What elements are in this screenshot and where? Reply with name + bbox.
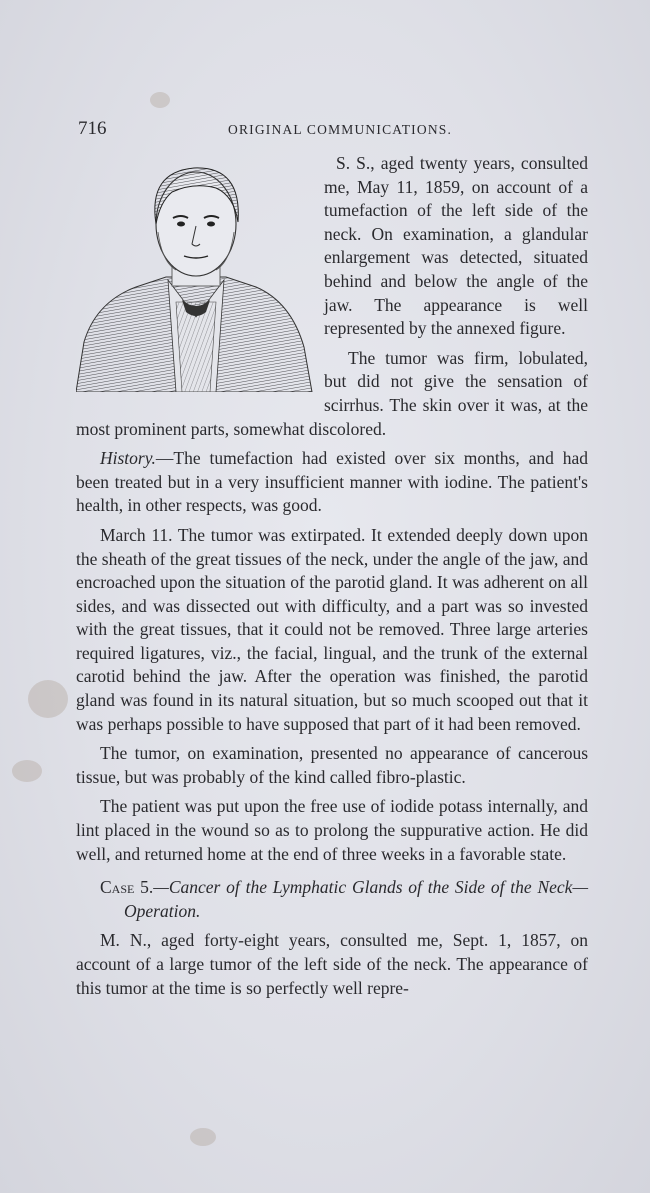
paper-stain (150, 92, 170, 108)
page-number: 716 (78, 118, 107, 139)
case-label: Case 5. (100, 877, 154, 898)
page-header (78, 118, 588, 140)
history-label: History. (100, 448, 156, 469)
history-text: —The tumefaction had existed over six months, and had been treated but in a very insufficient manner with iodine. The patient's health, in other respects, was good. (76, 448, 588, 516)
paper-stain (28, 680, 68, 718)
paper-stain (12, 760, 42, 782)
paper-stain (190, 1128, 216, 1146)
case-heading (100, 876, 588, 923)
paragraph-5: The tumor, on examination, presented no appearance of cancerous tissue, but was probably of the kind called fibro-plastic. (76, 743, 588, 787)
paragraph-7: M. N., aged forty-eight years, consulted me, Sept. 1, 1857, on account of a large tumor of the left side of the neck. The appearance of this tumor at the time is so perfectly well repre- (76, 930, 588, 998)
running-head: ORIGINAL COMMUNICATIONS. (228, 122, 453, 137)
portrait-figure (76, 152, 316, 392)
body-text (76, 152, 588, 1006)
paragraph-3 (76, 447, 588, 518)
paragraph-6: The patient was put upon the free use of iodide potass internally, and lint placed in the wound so as to prolong the suppurative action. He did well, and returned home at the end of three weeks in a favorable state. (76, 796, 588, 864)
case-title: —Cancer of the Lymphatic Glands of the Side of the Neck—Operation. (124, 877, 588, 921)
paragraph-4: March 11. The tumor was extirpated. It extended deeply down upon the sheath of the great tissues of the neck, under the angle of the jaw, and encroached upon the situation of the parotid gland. It was adherent on all sides, and was dissected out with difficulty, and a part was so invested with the great tissues, that it could not be removed. Three large arteries required ligatures, viz., the facial, lingual, and the trunk of the external carotid behind the jaw. After the operation was finished, the parotid gland was found in its natural situation, but so much scooped out that it was perhaps possible to have supposed that part of it had been removed. (76, 524, 588, 734)
paragraph-2: The tumor was firm, lobulated, but did not give the sensation of scirrhus. The skin over it was, at the most prominent parts, somewhat discolored. (76, 347, 588, 439)
engraved-portrait-icon (76, 152, 316, 392)
paragraph-1: S. S., aged twenty years, consulted me, May 11, 1859, on account of a tumefaction of the left side of the neck. On examination, a glandular enlargement was detected, situated behind and below the angle of the jaw. The appearance is well represented by the annexed figure. (324, 153, 588, 339)
